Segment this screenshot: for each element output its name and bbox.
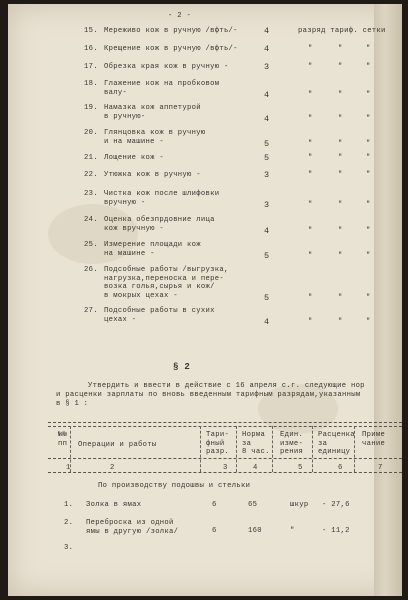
table-column-number: 6 bbox=[338, 464, 343, 472]
table-rule bbox=[48, 458, 402, 459]
list-item-rate: 4 bbox=[264, 113, 270, 124]
list-item-text: цехах - bbox=[104, 315, 137, 324]
list-item-number: 17. bbox=[84, 63, 98, 71]
ditto-mark: " bbox=[308, 114, 313, 123]
list-item-number: 27. bbox=[84, 307, 98, 315]
ditto-mark: " bbox=[366, 293, 371, 302]
table-column-rule bbox=[200, 426, 201, 472]
table-column-number: 5 bbox=[298, 464, 303, 472]
list-item-text: Чистка кож после шлифовки bbox=[104, 190, 220, 198]
ditto-mark: " bbox=[338, 293, 343, 302]
ditto-mark: " bbox=[308, 317, 313, 326]
list-item-text: Мереживо кож в ручную /вфть/- bbox=[104, 27, 238, 35]
list-item-number: 26. bbox=[84, 266, 98, 274]
page-fold bbox=[374, 4, 402, 596]
list-item-number: 16. bbox=[84, 45, 98, 53]
list-item-text: нагрузка,переноска и пере- bbox=[104, 274, 224, 283]
table-column-number: 4 bbox=[253, 464, 258, 472]
document-page bbox=[8, 4, 402, 596]
table-header-cell: разр. bbox=[206, 448, 230, 456]
list-item-number: 18. bbox=[84, 80, 98, 88]
ditto-mark: " bbox=[366, 139, 371, 148]
list-item-number: 23. bbox=[84, 190, 98, 198]
ditto-mark: " bbox=[308, 45, 313, 53]
list-item-text: на машине - bbox=[104, 249, 155, 258]
ditto-mark: " bbox=[308, 154, 313, 162]
list-item-rate: 5 bbox=[264, 153, 270, 163]
table-row-number: 3. bbox=[64, 544, 74, 552]
table-row-norm: 65 bbox=[248, 501, 258, 509]
table-rule bbox=[48, 472, 402, 473]
list-item-rate: 4 bbox=[264, 89, 270, 100]
table-row-number: 1. bbox=[64, 501, 74, 509]
ditto-mark: " bbox=[338, 63, 343, 71]
table-header-cell: пп bbox=[58, 439, 68, 448]
list-item-rate: 5 bbox=[264, 250, 270, 261]
table-rule bbox=[48, 422, 402, 423]
list-item-text: Лощение кож - bbox=[104, 154, 164, 162]
paragraph-line-2: и расценки зарплаты по вновь введенным тарифным разрядам,указанным bbox=[56, 391, 361, 399]
table-row-rank: 6 bbox=[212, 501, 217, 509]
ditto-mark: " bbox=[308, 200, 313, 209]
table-header-cell: Операции и работы bbox=[78, 441, 157, 449]
list-item-rate: 4 bbox=[264, 26, 270, 36]
ditto-mark: " bbox=[308, 63, 313, 71]
ditto-mark: " bbox=[338, 226, 343, 235]
table-column-rule bbox=[272, 426, 273, 472]
table-column-number: 3 bbox=[223, 464, 228, 472]
table-row-unit: шкур bbox=[290, 501, 309, 509]
ditto-mark: " bbox=[366, 226, 371, 235]
table-header-cell: за bbox=[318, 439, 328, 448]
list-item-number: 24. bbox=[84, 216, 98, 224]
table-header-cell: №№ bbox=[58, 431, 68, 439]
table-row-operation: Золка в ямах bbox=[86, 501, 142, 509]
table-header-cell: 8 час. bbox=[242, 448, 270, 456]
list-item-number: 25. bbox=[84, 241, 98, 249]
paragraph-line-1: Утвердить и ввести в действие с 16 апреля с.г. следующие нор bbox=[88, 382, 365, 390]
table-row-operation: ямы в другую /золка/ bbox=[86, 527, 179, 536]
table-row-price: - 11,2 bbox=[322, 527, 350, 535]
table-header-cell: Тари- bbox=[206, 431, 230, 439]
list-item-rate: 3 bbox=[264, 199, 270, 210]
list-item-text: кож вручную - bbox=[104, 224, 164, 233]
list-item-text: Крещение кож в ручную /вфть/- bbox=[104, 45, 238, 53]
ditto-mark: " bbox=[338, 154, 343, 162]
table-column-number: 2 bbox=[110, 464, 115, 472]
list-item-text: в ручную- bbox=[104, 112, 146, 121]
list-item-text: возка голья,сырья и кож/ bbox=[104, 283, 215, 291]
table-header-cell: изме- bbox=[280, 439, 304, 448]
ditto-mark: " bbox=[338, 45, 343, 53]
list-item-rate: 4 bbox=[264, 316, 270, 327]
ditto-mark: " bbox=[338, 317, 343, 326]
list-item-number: 22. bbox=[84, 171, 98, 179]
ditto-mark: " bbox=[366, 114, 371, 123]
list-item-number: 20. bbox=[84, 129, 98, 137]
table-header-cell: единицу bbox=[318, 448, 351, 456]
table-header-cell: рения bbox=[280, 448, 304, 456]
table-header-cell: Расценка bbox=[318, 431, 355, 439]
table-row-unit: " bbox=[290, 527, 295, 535]
list-item-text: Подсобные работы в сухих bbox=[104, 307, 215, 315]
list-item-text: валу- bbox=[104, 88, 128, 97]
list-item-text: Оценка обезпрдовние лица bbox=[104, 216, 215, 224]
ditto-mark: " bbox=[308, 226, 313, 235]
list-item-text: Измерение площади кож bbox=[104, 241, 201, 249]
list-item-text: Подсобные работы /выгрузка, bbox=[104, 266, 229, 274]
section-mark: § 2 bbox=[173, 362, 191, 372]
list-item-text: и на машине - bbox=[104, 137, 164, 146]
table-row-rank: 6 bbox=[212, 527, 217, 535]
list-item-rate: 3 bbox=[264, 170, 270, 180]
ditto-mark: " bbox=[308, 171, 313, 179]
table-header-cell: Норма bbox=[242, 431, 266, 439]
list-item-rate: 5 bbox=[264, 292, 270, 303]
ditto-mark: " bbox=[308, 293, 313, 302]
table-column-number: 7 bbox=[378, 464, 383, 472]
table-column-rule bbox=[236, 426, 237, 472]
ditto-mark: " bbox=[366, 154, 371, 162]
ditto-mark: " bbox=[338, 90, 343, 99]
table-header-cell: Един. bbox=[280, 431, 304, 439]
table-section-title: По производству подошвы и стельки bbox=[98, 482, 251, 490]
table-row-price: - 27,6 bbox=[322, 501, 350, 509]
ditto-mark: " bbox=[308, 90, 313, 99]
paragraph-line-3: в § 1 : bbox=[56, 400, 89, 408]
ditto-mark: " bbox=[338, 171, 343, 179]
list-item-rate: 4 bbox=[264, 225, 270, 236]
ditto-mark: " bbox=[366, 171, 371, 179]
table-row-number: 2. bbox=[64, 519, 74, 527]
ditto-mark: " bbox=[338, 200, 343, 209]
list-item-rate: 5 bbox=[264, 138, 270, 149]
ditto-mark: " bbox=[366, 63, 371, 71]
table-header-cell: фный bbox=[206, 439, 225, 448]
table-header-cell: чание bbox=[362, 439, 386, 448]
table-header-cell: Приме bbox=[362, 431, 386, 439]
table-column-number: 1 bbox=[66, 464, 71, 472]
list-item-tail: разряд тариф. сетки bbox=[298, 27, 386, 35]
table-row-norm: 160 bbox=[248, 527, 262, 535]
page-number: - 2 - bbox=[168, 12, 192, 20]
ditto-mark: " bbox=[308, 139, 313, 148]
ditto-mark: " bbox=[366, 251, 371, 260]
list-item-text: в мокрых цехах - bbox=[104, 291, 178, 300]
list-item-text: Глажение кож на пробковом bbox=[104, 80, 220, 88]
ditto-mark: " bbox=[366, 90, 371, 99]
table-column-rule bbox=[312, 426, 313, 472]
list-item-rate: 3 bbox=[264, 62, 270, 72]
list-item-number: 15. bbox=[84, 27, 98, 35]
list-item-text: Утюжка кож в ручную - bbox=[104, 171, 201, 179]
ditto-mark: " bbox=[366, 317, 371, 326]
list-item-number: 19. bbox=[84, 104, 98, 112]
list-item-number: 21. bbox=[84, 154, 98, 162]
ditto-mark: " bbox=[338, 139, 343, 148]
table-rule bbox=[48, 426, 402, 427]
ditto-mark: " bbox=[308, 251, 313, 260]
table-row-operation: Переброска из одной bbox=[86, 519, 174, 527]
list-item-text: Глянцовка кож в ручную bbox=[104, 129, 206, 137]
ditto-mark: " bbox=[338, 114, 343, 123]
ditto-mark: " bbox=[338, 251, 343, 260]
list-item-text: вручную - bbox=[104, 198, 146, 207]
ditto-mark: " bbox=[366, 200, 371, 209]
list-item-text: Намазка кож аппетурой bbox=[104, 104, 201, 112]
list-item-text: Обрезка края кож в ручную - bbox=[104, 63, 229, 71]
table-header-cell: за bbox=[242, 439, 252, 448]
list-item-rate: 4 bbox=[264, 44, 270, 54]
ditto-mark: " bbox=[366, 45, 371, 53]
